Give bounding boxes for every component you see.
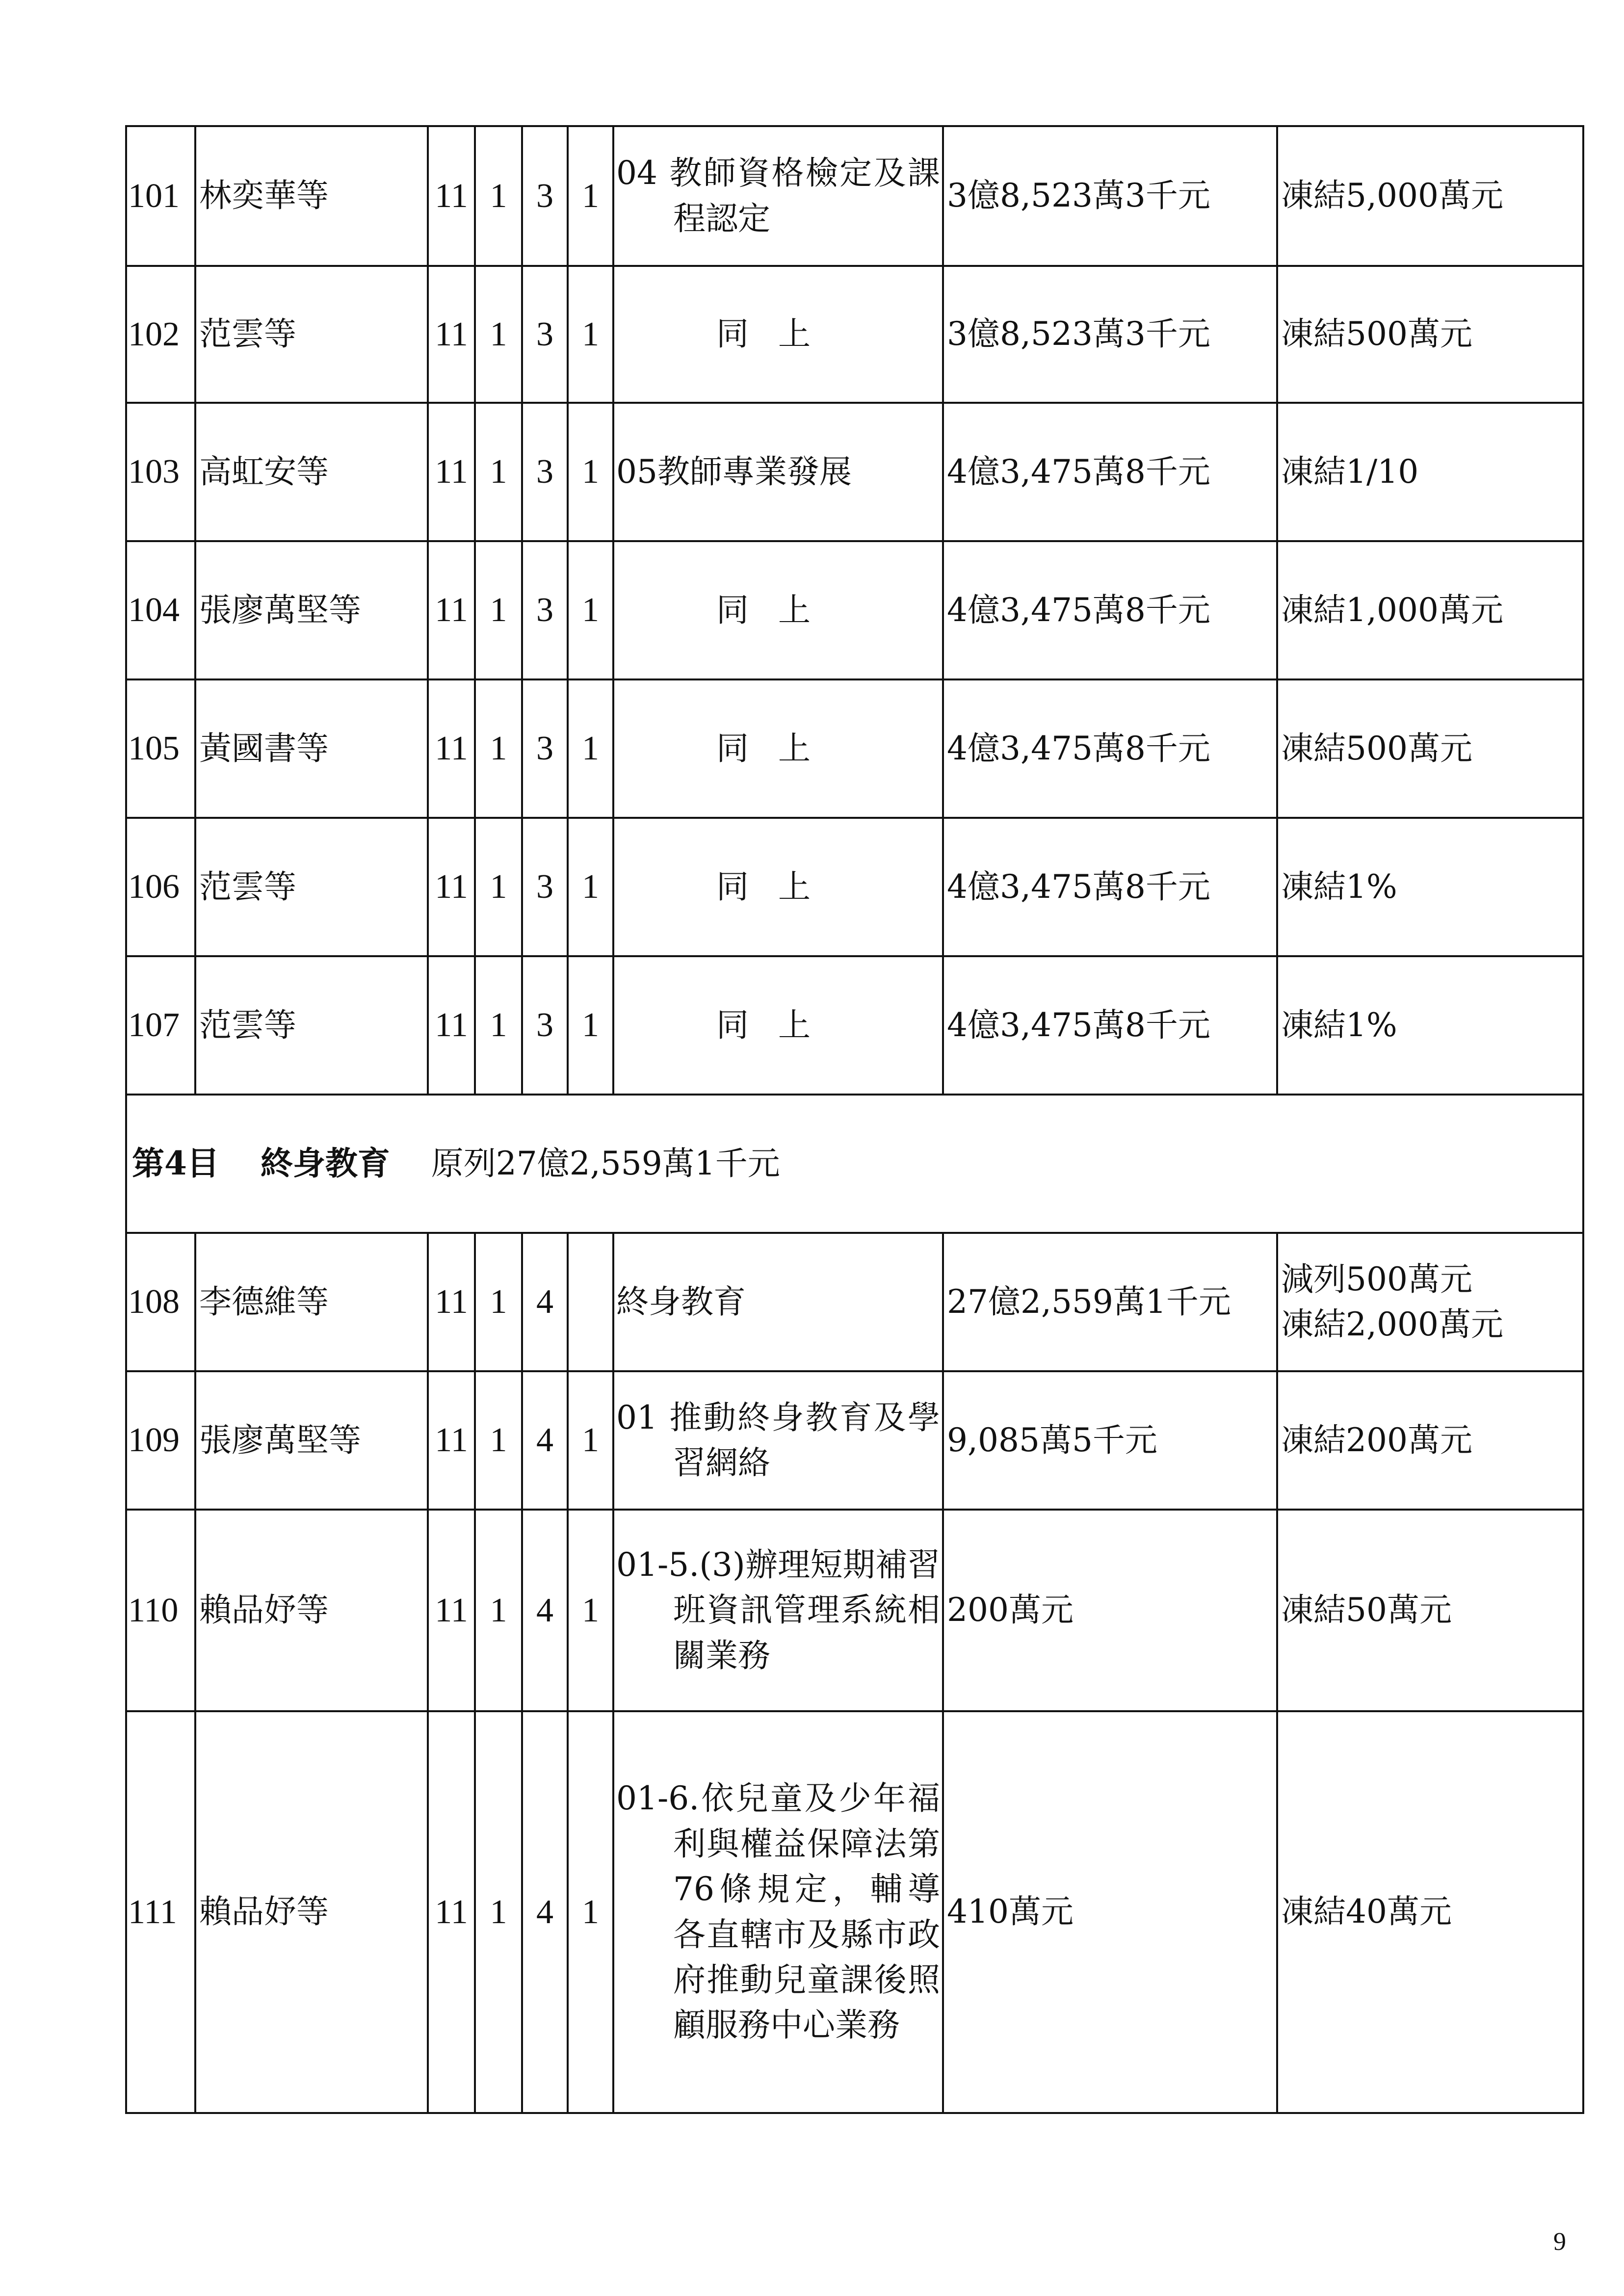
budget-item bbox=[613, 956, 943, 1095]
motion-number-text: 101 bbox=[128, 177, 180, 215]
code-4 bbox=[568, 679, 613, 818]
code-1-text: 11 bbox=[435, 177, 468, 215]
code-4 bbox=[568, 541, 613, 679]
code-3 bbox=[522, 266, 568, 403]
code-1 bbox=[428, 1371, 475, 1510]
code-2 bbox=[475, 679, 522, 818]
code-3-text: 4 bbox=[536, 1421, 553, 1459]
code-3-text: 3 bbox=[536, 453, 553, 491]
budget-item-text: 同上 bbox=[716, 591, 840, 629]
motion-number bbox=[126, 818, 195, 956]
motion-number-text: 105 bbox=[128, 730, 180, 767]
motion-action bbox=[1277, 679, 1583, 818]
motion-action bbox=[1277, 126, 1583, 266]
code-2 bbox=[475, 126, 522, 266]
budget-amount-text: 3億8,523萬3千元 bbox=[947, 315, 1210, 353]
code-1-text: 11 bbox=[435, 1283, 468, 1321]
budget-amount bbox=[943, 818, 1277, 956]
code-1 bbox=[428, 1510, 475, 1711]
proposer-text: 范雲等 bbox=[199, 1006, 296, 1044]
page-number: 9 bbox=[1553, 2228, 1566, 2256]
code-3-text: 3 bbox=[536, 591, 553, 629]
code-4 bbox=[568, 266, 613, 403]
code-2 bbox=[475, 956, 522, 1095]
code-1-text: 11 bbox=[435, 1421, 468, 1459]
code-1-text: 11 bbox=[435, 1591, 468, 1629]
proposer bbox=[195, 403, 428, 541]
proposer-text: 范雲等 bbox=[199, 867, 296, 906]
code-3 bbox=[522, 403, 568, 541]
proposer-text: 高虹安等 bbox=[199, 452, 329, 491]
code-2 bbox=[475, 1711, 522, 2113]
proposer bbox=[195, 1711, 428, 2113]
motion-action-text: 凍結500萬元 bbox=[1281, 315, 1472, 353]
proposer bbox=[195, 679, 428, 818]
budget-amount bbox=[943, 403, 1277, 541]
code-4 bbox=[568, 126, 613, 266]
code-3-text: 4 bbox=[536, 1283, 553, 1321]
code-2 bbox=[475, 1510, 522, 1711]
motion-number bbox=[126, 266, 195, 403]
code-4 bbox=[568, 1711, 613, 2113]
motion-action-text: 凍結5,000萬元 bbox=[1281, 177, 1503, 215]
code-3-text: 3 bbox=[536, 315, 553, 353]
budget-amount-text: 4億3,475萬8千元 bbox=[947, 729, 1210, 767]
code-1-text: 11 bbox=[435, 868, 468, 906]
budget-amount bbox=[943, 266, 1277, 403]
budget-amount-text: 4億3,475萬8千元 bbox=[947, 867, 1210, 906]
motion-action bbox=[1277, 1371, 1583, 1510]
motion-number bbox=[126, 956, 195, 1095]
budget-amount-text: 27億2,559萬1千元 bbox=[947, 1282, 1231, 1321]
section-title: 終身教育 bbox=[260, 1144, 390, 1183]
code-2-text: 1 bbox=[490, 315, 507, 353]
motion-action bbox=[1277, 403, 1583, 541]
section-original-amount: 原列27億2,559萬1千元 bbox=[431, 1145, 780, 1183]
proposer-text: 張廖萬堅等 bbox=[199, 1421, 361, 1459]
code-1 bbox=[428, 818, 475, 956]
proposer bbox=[195, 818, 428, 956]
code-1 bbox=[428, 1233, 475, 1371]
code-4-text: 1 bbox=[582, 1006, 599, 1044]
budget-item bbox=[613, 266, 943, 403]
budget-item-text: 同上 bbox=[716, 315, 840, 353]
budget-amount bbox=[943, 1711, 1277, 2113]
section-label: 第4目 bbox=[132, 1144, 219, 1183]
motion-number-text: 109 bbox=[128, 1421, 180, 1459]
motion-number bbox=[126, 679, 195, 818]
code-4-text: 1 bbox=[582, 453, 599, 491]
budget-amount bbox=[943, 126, 1277, 266]
code-4-text: 1 bbox=[582, 1421, 599, 1459]
table-row bbox=[126, 266, 1583, 403]
code-2-text: 1 bbox=[490, 177, 507, 215]
proposer bbox=[195, 266, 428, 403]
code-4-text: 1 bbox=[582, 1893, 599, 1931]
proposer bbox=[195, 1510, 428, 1711]
motion-action bbox=[1277, 541, 1583, 679]
budget-item-text: 04 教師資格檢定及課程認定 bbox=[616, 154, 940, 237]
code-1 bbox=[428, 541, 475, 679]
motion-action-text: 凍結1% bbox=[1281, 867, 1397, 906]
budget-amount-text: 4億3,475萬8千元 bbox=[947, 452, 1210, 491]
code-2-text: 1 bbox=[490, 591, 507, 629]
proposer-text: 張廖萬堅等 bbox=[199, 591, 361, 629]
motion-action-text: 凍結500萬元 bbox=[1281, 729, 1472, 767]
proposer bbox=[195, 956, 428, 1095]
code-2-text: 1 bbox=[490, 730, 507, 767]
code-2 bbox=[475, 403, 522, 541]
code-1 bbox=[428, 126, 475, 266]
code-3-text: 3 bbox=[536, 177, 553, 215]
motion-number-text: 106 bbox=[128, 868, 180, 906]
table-row bbox=[126, 126, 1583, 266]
code-3 bbox=[522, 1371, 568, 1510]
code-2 bbox=[475, 266, 522, 403]
code-2-text: 1 bbox=[490, 1421, 507, 1459]
code-1 bbox=[428, 679, 475, 818]
code-2-text: 1 bbox=[490, 1283, 507, 1321]
budget-amount bbox=[943, 1371, 1277, 1510]
code-4-text: 1 bbox=[582, 177, 599, 215]
motion-action bbox=[1277, 956, 1583, 1095]
code-4-text: 1 bbox=[582, 1591, 599, 1629]
budget-amount bbox=[943, 541, 1277, 679]
motion-action-text: 凍結1% bbox=[1281, 1006, 1397, 1044]
code-2-text: 1 bbox=[490, 868, 507, 906]
table-row bbox=[126, 1233, 1583, 1371]
motion-number bbox=[126, 403, 195, 541]
section-row bbox=[126, 1095, 1583, 1233]
budget-item bbox=[613, 126, 943, 266]
budget-item-text: 同上 bbox=[716, 867, 840, 906]
motion-number bbox=[126, 1711, 195, 2113]
code-1-text: 11 bbox=[435, 453, 468, 491]
motion-number-text: 107 bbox=[128, 1006, 180, 1044]
code-1 bbox=[428, 1711, 475, 2113]
budget-item bbox=[613, 403, 943, 541]
proposer-text: 黃國書等 bbox=[199, 729, 329, 767]
motion-number bbox=[126, 1510, 195, 1711]
code-3-text: 4 bbox=[536, 1893, 553, 1931]
code-3 bbox=[522, 541, 568, 679]
budget-item-text: 05教師專業發展 bbox=[616, 452, 852, 491]
code-3-text: 3 bbox=[536, 868, 553, 906]
code-4 bbox=[568, 1233, 613, 1371]
motion-number-text: 111 bbox=[128, 1893, 177, 1931]
code-2 bbox=[475, 818, 522, 956]
code-3 bbox=[522, 1510, 568, 1711]
budget-item bbox=[613, 1711, 943, 2113]
code-1 bbox=[428, 266, 475, 403]
table-row bbox=[126, 956, 1583, 1095]
code-2-text: 1 bbox=[490, 453, 507, 491]
table-row bbox=[126, 541, 1583, 679]
budget-amount bbox=[943, 679, 1277, 818]
motion-number-text: 102 bbox=[128, 315, 180, 353]
motion-number bbox=[126, 541, 195, 679]
code-3 bbox=[522, 1711, 568, 2113]
proposer-text: 范雲等 bbox=[199, 315, 296, 353]
table-row bbox=[126, 1371, 1583, 1510]
budget-amount-text: 410萬元 bbox=[947, 1893, 1074, 1931]
budget-amount bbox=[943, 956, 1277, 1095]
budget-amount-text: 4億3,475萬8千元 bbox=[947, 1006, 1210, 1044]
budget-item-text: 01 推動終身教育及學習網絡 bbox=[616, 1398, 940, 1482]
motion-action bbox=[1277, 1510, 1583, 1711]
code-1-text: 11 bbox=[435, 1893, 468, 1931]
budget-amount-text: 3億8,523萬3千元 bbox=[947, 177, 1210, 215]
motion-action-text: 凍結40萬元 bbox=[1281, 1893, 1452, 1931]
budget-item-text: 終身教育 bbox=[616, 1282, 746, 1321]
code-2 bbox=[475, 1233, 522, 1371]
code-1-text: 11 bbox=[435, 591, 468, 629]
budget-amount-text: 200萬元 bbox=[947, 1591, 1074, 1629]
code-2 bbox=[475, 541, 522, 679]
code-3 bbox=[522, 126, 568, 266]
code-4 bbox=[568, 1510, 613, 1711]
motion-number bbox=[126, 1233, 195, 1371]
proposer-text: 李德維等 bbox=[199, 1282, 329, 1321]
code-2-text: 1 bbox=[490, 1006, 507, 1044]
code-3-text: 3 bbox=[536, 1006, 553, 1044]
proposer-text: 賴品妤等 bbox=[199, 1893, 329, 1931]
code-4 bbox=[568, 956, 613, 1095]
code-1-text: 11 bbox=[435, 730, 468, 767]
code-3-text: 3 bbox=[536, 730, 553, 767]
budget-amount-text: 9,085萬5千元 bbox=[947, 1421, 1157, 1459]
code-2-text: 1 bbox=[490, 1591, 507, 1629]
budget-item bbox=[613, 679, 943, 818]
budget-item-text: 同上 bbox=[716, 729, 840, 767]
code-3-text: 4 bbox=[536, 1591, 553, 1629]
budget-amount-text: 4億3,475萬8千元 bbox=[947, 591, 1210, 629]
budget-item bbox=[613, 1233, 943, 1371]
motion-action-2-text: 凍結2,000萬元 bbox=[1281, 1305, 1503, 1343]
code-1-text: 11 bbox=[435, 1006, 468, 1044]
motion-action bbox=[1277, 266, 1583, 403]
budget-item-text: 01-6.依兒童及少年福利與權益保障法第76條規定，輔導各直轄市及縣市政府推動兒童課後照顧服務中心業務 bbox=[616, 1779, 940, 2044]
motion-action-text: 凍結1,000萬元 bbox=[1281, 591, 1503, 629]
budget-item bbox=[613, 818, 943, 956]
code-3 bbox=[522, 956, 568, 1095]
code-4-text: 1 bbox=[582, 868, 599, 906]
motion-action bbox=[1277, 818, 1583, 956]
motion-number bbox=[126, 1371, 195, 1510]
motion-action bbox=[1277, 1711, 1583, 2113]
motion-action-text: 凍結1/10 bbox=[1281, 452, 1419, 491]
motion-number-text: 108 bbox=[128, 1283, 180, 1321]
proposer bbox=[195, 1233, 428, 1371]
motion-action-text: 凍結200萬元 bbox=[1281, 1421, 1472, 1459]
motion-number-text: 104 bbox=[128, 591, 180, 629]
budget-item bbox=[613, 1510, 943, 1711]
motion-number bbox=[126, 126, 195, 266]
motion-action-text: 凍結50萬元 bbox=[1281, 1591, 1452, 1629]
proposer bbox=[195, 541, 428, 679]
code-3 bbox=[522, 679, 568, 818]
proposer bbox=[195, 1371, 428, 1510]
code-3 bbox=[522, 1233, 568, 1371]
code-4-text: 1 bbox=[582, 591, 599, 629]
code-4-text: 1 bbox=[582, 730, 599, 767]
proposer bbox=[195, 126, 428, 266]
code-2 bbox=[475, 1371, 522, 1510]
code-4 bbox=[568, 818, 613, 956]
motion-action bbox=[1277, 1233, 1583, 1371]
section-heading bbox=[126, 1095, 1583, 1233]
budget-amount bbox=[943, 1510, 1277, 1711]
budget-item bbox=[613, 541, 943, 679]
motion-number-text: 110 bbox=[128, 1591, 179, 1629]
table-row bbox=[126, 818, 1583, 956]
code-1 bbox=[428, 403, 475, 541]
proposer-text: 林奕華等 bbox=[199, 177, 329, 215]
budget-item-text: 同上 bbox=[716, 1006, 840, 1044]
code-4 bbox=[568, 403, 613, 541]
budget-item-text: 01-5.(3)辦理短期補習班資訊管理系統相關業務 bbox=[616, 1545, 940, 1674]
code-1-text: 11 bbox=[435, 315, 468, 353]
code-2-text: 1 bbox=[490, 1893, 507, 1931]
motion-number-text: 103 bbox=[128, 453, 180, 491]
table-row bbox=[126, 1510, 1583, 1711]
budget-item bbox=[613, 1371, 943, 1510]
budget-motion-table bbox=[125, 125, 1584, 2114]
code-4-text: 1 bbox=[582, 315, 599, 353]
motion-action-text: 減列500萬元 bbox=[1281, 1260, 1472, 1298]
code-4 bbox=[568, 1371, 613, 1510]
proposer-text: 賴品妤等 bbox=[199, 1591, 329, 1629]
table-row bbox=[126, 679, 1583, 818]
code-3 bbox=[522, 818, 568, 956]
code-1 bbox=[428, 956, 475, 1095]
table-row bbox=[126, 403, 1583, 541]
budget-amount bbox=[943, 1233, 1277, 1371]
table-row bbox=[126, 1711, 1583, 2113]
